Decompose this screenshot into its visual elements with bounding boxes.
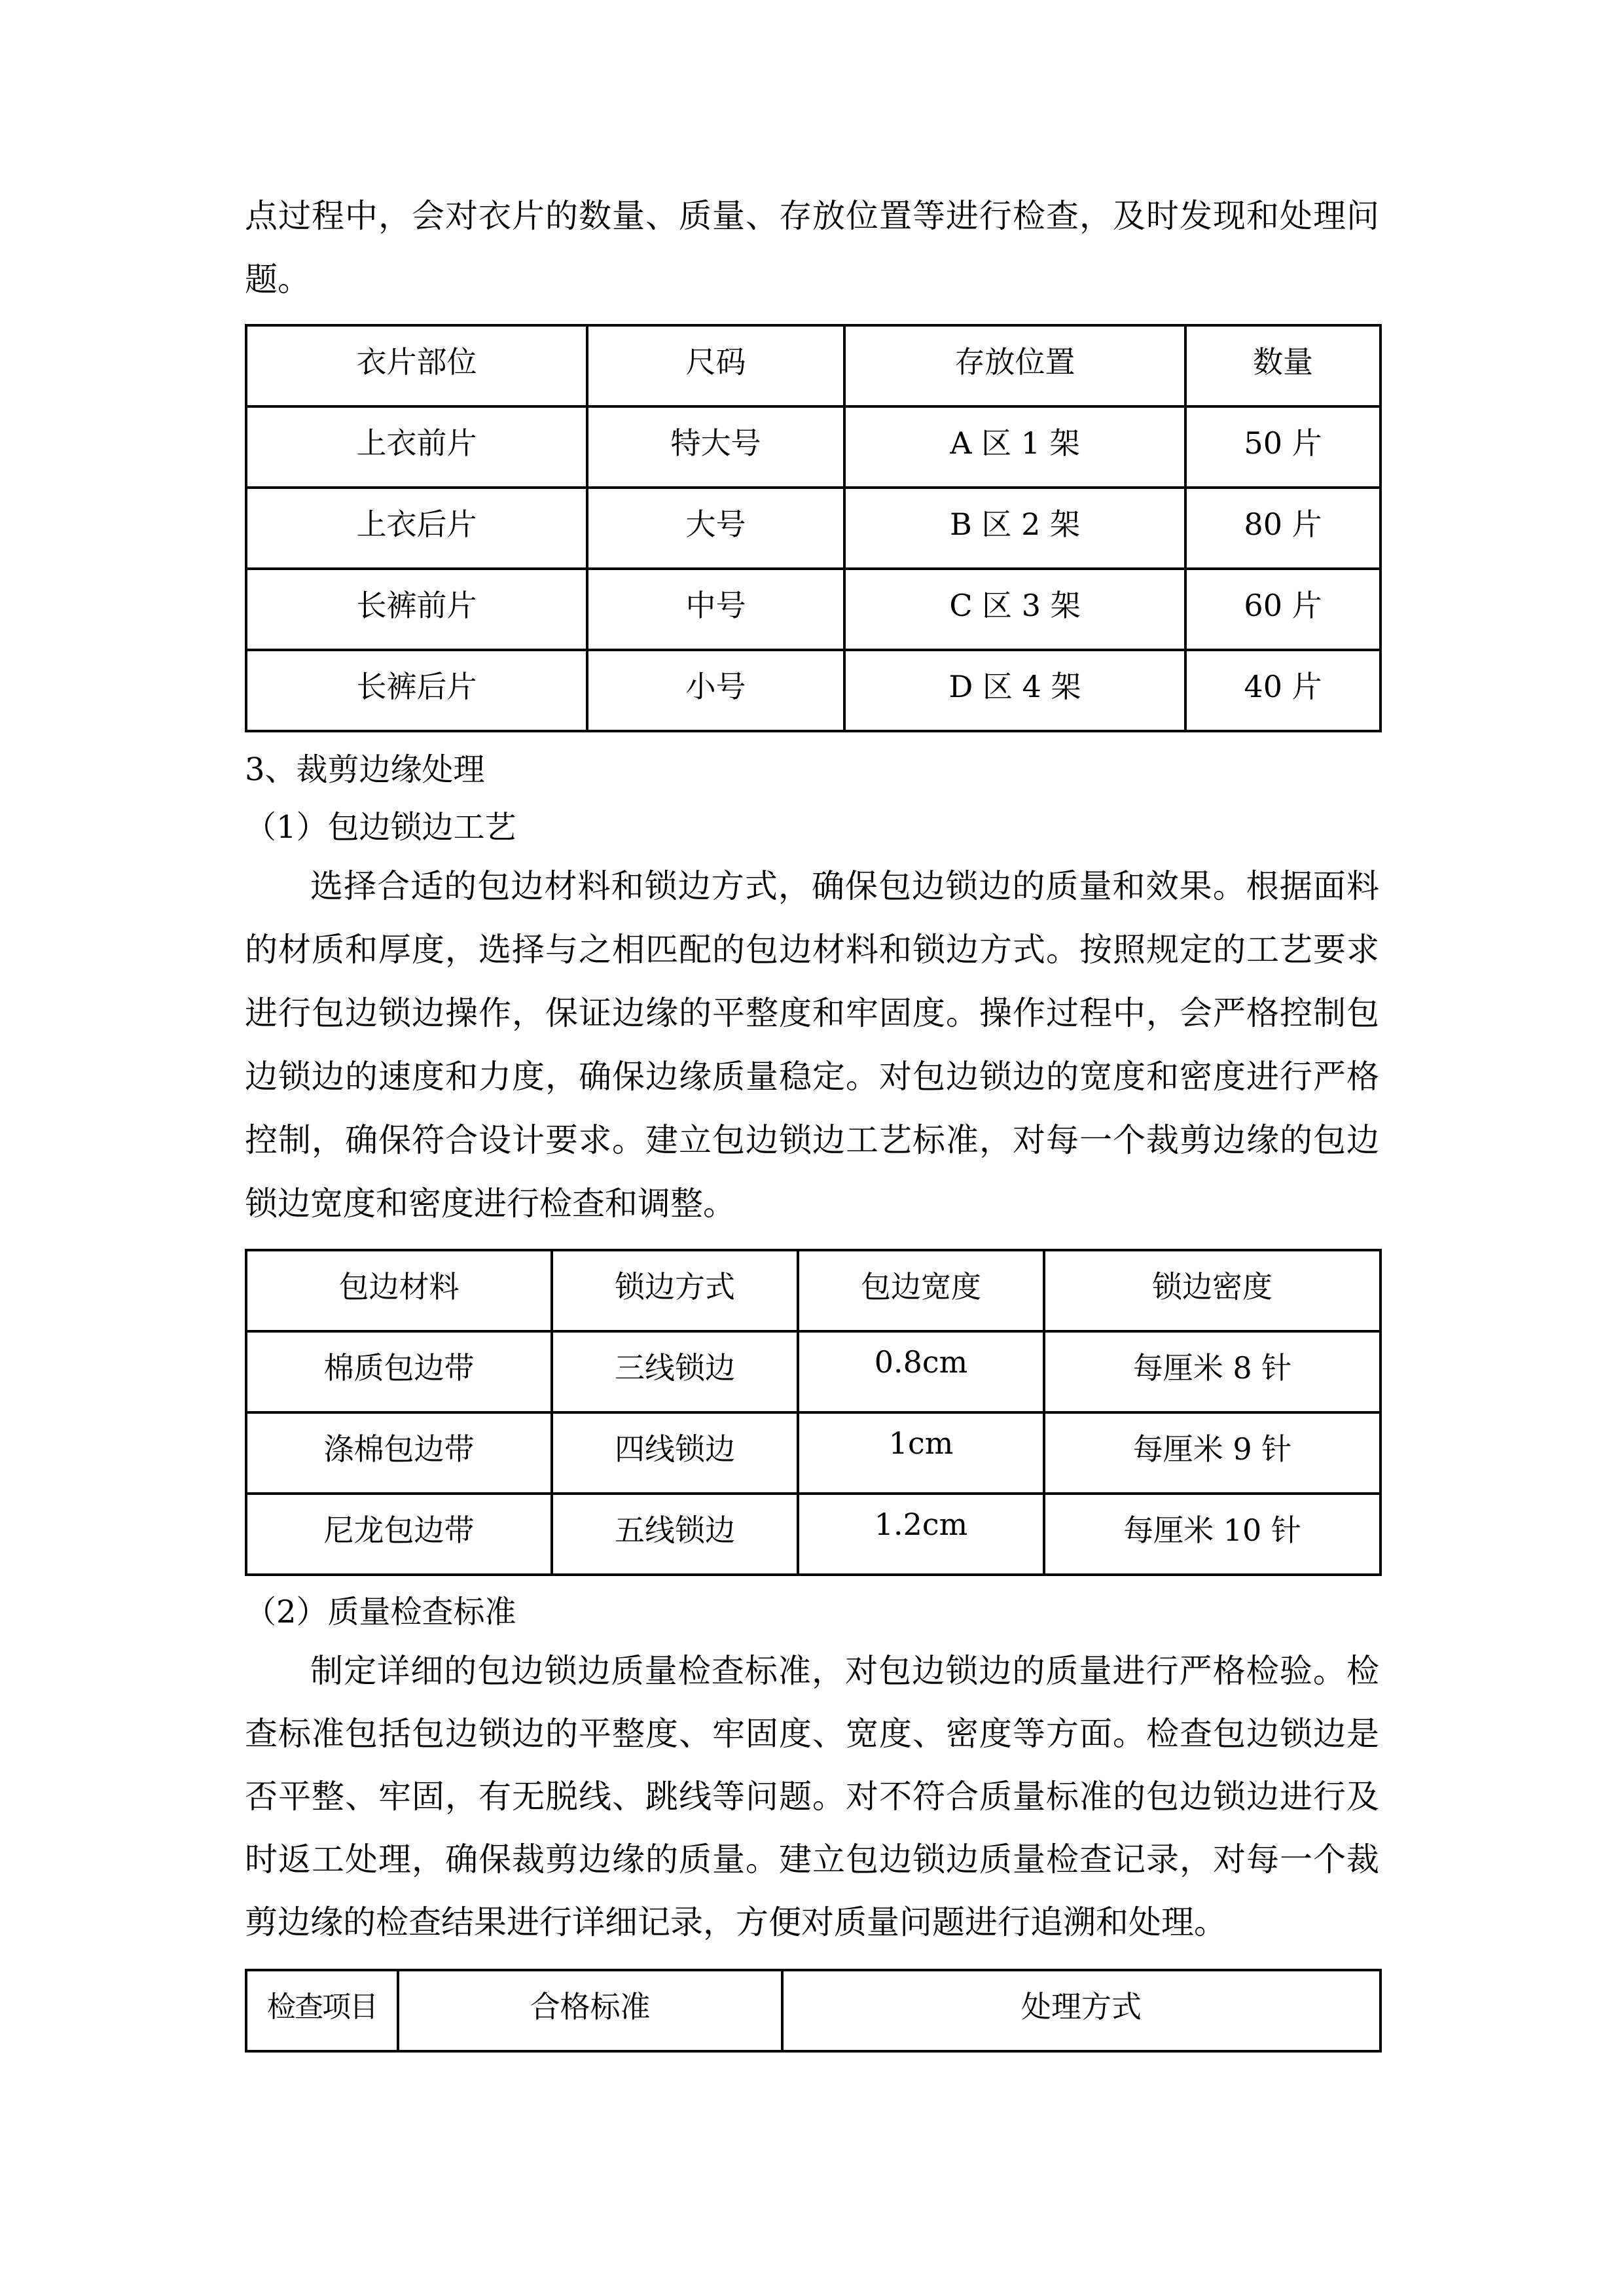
table-cell: 每厘米 9 针 [1044,1412,1380,1494]
subsection-heading: （2）质量检查标准 [245,1594,516,1630]
inspection-table [245,1969,1382,2053]
table-cell: 50 片 [1185,406,1380,488]
table-header-row [246,1250,1380,1331]
table-cell: 涤棉包边带 [246,1412,552,1494]
table-cell: 1cm [798,1412,1044,1494]
column-header: 尺码 [587,325,844,406]
paragraph-line: 进行包边锁边操作，保证边缘的平整度和牢固度。操作过程中，会严格控制包 [245,994,1379,1032]
table-cell: 每厘米 10 针 [1044,1494,1380,1575]
table-cell: 60 片 [1185,569,1380,650]
column-header: 合格标准 [398,1970,782,2051]
table-cell: 长裤后片 [246,650,587,731]
paragraph-line: 制定详细的包边锁边质量检查标准，对包边锁边的质量进行严格检验。检 [310,1652,1379,1690]
section-heading: 3、裁剪边缘处理 [245,751,485,788]
table-cell: 40 片 [1185,650,1380,731]
garment-pieces-table [245,324,1382,732]
subsection-heading: （1）包边锁边工艺 [245,809,516,846]
column-header: 衣片部位 [246,325,587,406]
table-cell: 特大号 [587,406,844,488]
column-header: 存放位置 [844,325,1185,406]
column-header: 锁边方式 [552,1250,798,1331]
paragraph-line: 剪边缘的检查结果进行详细记录，方便对质量问题进行追溯和处理。 [245,1903,1227,1941]
table-row [246,406,1380,488]
table-header-row [246,325,1380,406]
table-row [246,569,1380,650]
table-cell: 大号 [587,488,844,569]
paragraph-line: 题。 [245,260,310,298]
table-cell: 三线锁边 [552,1331,798,1412]
table-cell: 上衣前片 [246,406,587,488]
table-cell: A 区 1 架 [844,406,1185,488]
table-cell: 中号 [587,569,844,650]
paragraph-line: 的材质和厚度，选择与之相匹配的包边材料和锁边方式。按照规定的工艺要求 [245,931,1379,969]
column-header: 包边宽度 [798,1250,1044,1331]
column-header: 数量 [1185,325,1380,406]
paragraph-line: 点过程中，会对衣片的数量、质量、存放位置等进行检查，及时发现和处理问 [245,197,1379,235]
table-cell: 尼龙包边带 [246,1494,552,1575]
table-cell: 长裤前片 [246,569,587,650]
edging-table [245,1249,1382,1576]
table-cell: B 区 2 架 [844,488,1185,569]
table-cell: 棉质包边带 [246,1331,552,1412]
table-cell: D 区 4 架 [844,650,1185,731]
paragraph-line: 锁边宽度和密度进行检查和调整。 [245,1185,736,1223]
paragraph-line: 选择合适的包边材料和锁边方式，确保包边锁边的质量和效果。根据面料 [310,867,1379,905]
table-cell: 小号 [587,650,844,731]
table-header-row [246,1970,1380,2051]
table-row [246,1494,1380,1575]
table-row [246,1412,1380,1494]
paragraph-line: 控制，确保符合设计要求。建立包边锁边工艺标准，对每一个裁剪边缘的包边 [245,1121,1379,1159]
table-cell: 0.8cm [798,1331,1044,1412]
column-header: 处理方式 [782,1970,1380,2051]
table-cell: 上衣后片 [246,488,587,569]
table-cell: 80 片 [1185,488,1380,569]
table-cell: 每厘米 8 针 [1044,1331,1380,1412]
table-row [246,650,1380,731]
table-row [246,488,1380,569]
paragraph-line: 查标准包括包边锁边的平整度、牢固度、宽度、密度等方面。检查包边锁边是 [245,1715,1379,1753]
column-header: 包边材料 [246,1250,552,1331]
table-cell: 五线锁边 [552,1494,798,1575]
table-cell: 1.2cm [798,1494,1044,1575]
paragraph-line: 否平整、牢固，有无脱线、跳线等问题。对不符合质量标准的包边锁边进行及 [245,1778,1379,1816]
table-row [246,1331,1380,1412]
table-cell: C 区 3 架 [844,569,1185,650]
column-header: 锁边密度 [1044,1250,1380,1331]
paragraph-line: 边锁边的速度和力度，确保边缘质量稳定。对包边锁边的宽度和密度进行严格 [245,1058,1379,1096]
table-cell: 四线锁边 [552,1412,798,1494]
paragraph-line: 时返工处理，确保裁剪边缘的质量。建立包边锁边质量检查记录，对每一个裁 [245,1840,1379,1878]
column-header: 检查项目 [246,1970,398,2051]
